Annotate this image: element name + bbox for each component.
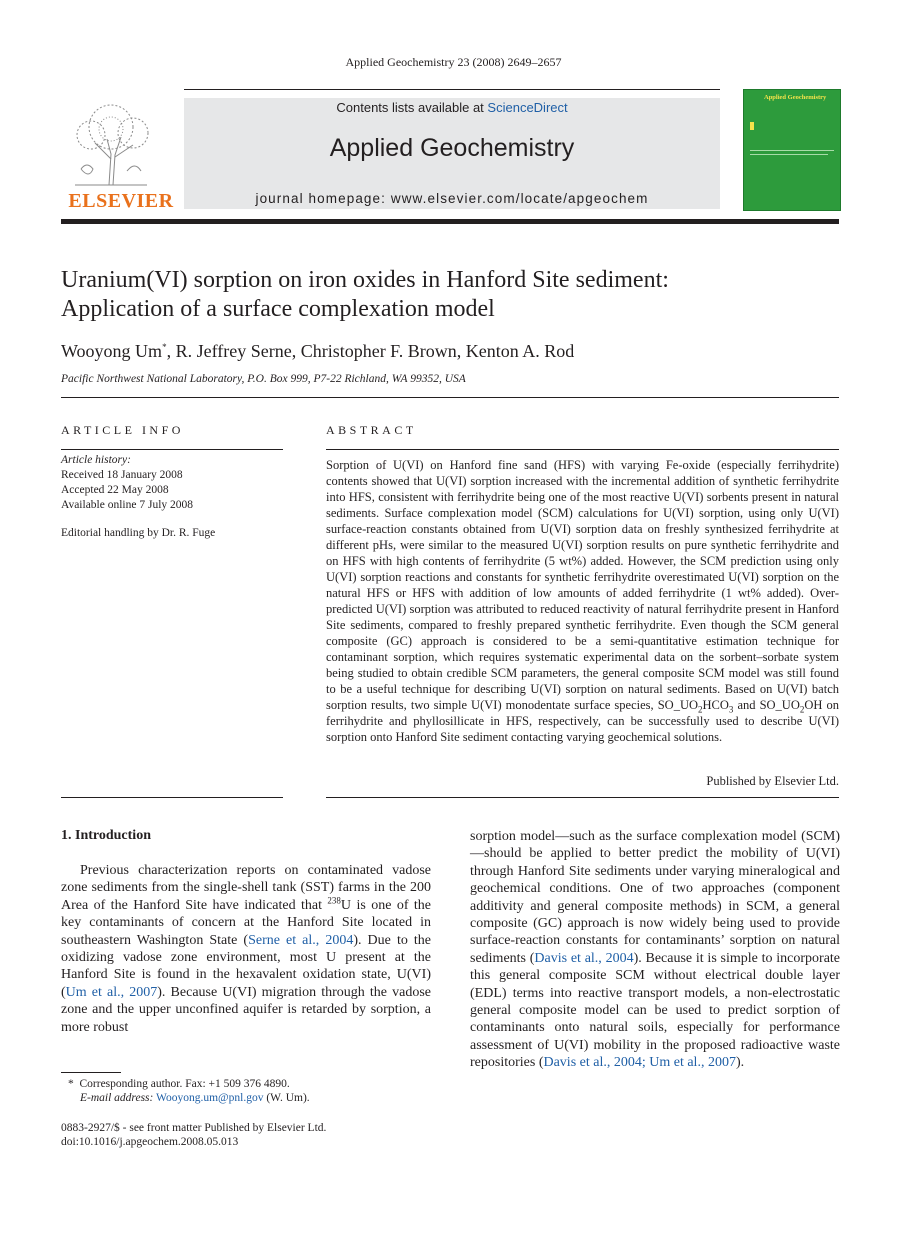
subscript: 2	[698, 704, 703, 715]
introduction-heading: 1. Introduction	[61, 828, 151, 843]
received-date: Received 18 January 2008	[61, 469, 183, 481]
header-thick-rule	[61, 219, 839, 224]
abstract-part: HCO	[702, 698, 729, 712]
article-info-bottom-rule	[61, 797, 283, 798]
abstract-part: and SO_UO	[733, 698, 800, 712]
article-info-heading: ARTICLE INFO	[61, 423, 184, 437]
affiliation: Pacific Northwest National Laboratory, P.O. Box 999, P7-22 Richland, WA 99352, USA	[61, 373, 466, 385]
issn-line: 0883-2927/$ - see front matter Published by Elsevier Ltd.	[61, 1122, 327, 1134]
cover-marker	[750, 122, 754, 130]
abstract-part: OH on ferrihydrite and phyllosillicate in HFS, respectively, can be successfully used to describe U(VI) sorption onto Hanford Site sediment contacting varying geochemical solutions.	[326, 698, 839, 744]
header-top-rule	[184, 89, 720, 90]
reference-link[interactable]: Serne et al., 2004	[248, 932, 354, 948]
elsevier-logo-text: ELSEVIER	[68, 190, 174, 212]
accepted-date: Accepted 22 May 2008	[61, 484, 169, 496]
intro-text: ). Because U(VI) migration through the vadose zone and the upper unconfined aquifer is retarded by sorption, a more robust	[61, 984, 431, 1035]
editorial-handling: Editorial handling by Dr. R. Fuge	[61, 527, 216, 539]
elsevier-tree-logo	[61, 99, 161, 187]
intro-text: U is one of the key contaminants of concern at the Hanford Site located in southeastern Washington State (	[61, 897, 431, 948]
online-date: Available online 7 July 2008	[61, 499, 194, 511]
intro-text: Previous characterization reports on contaminated vadose zone sediments from the single-shell tank (SST) farms in the 200 Area of the Hanford Site have indicated that	[61, 863, 431, 913]
email-label: E-mail address:	[80, 1092, 154, 1104]
reference-link[interactable]: Davis et al., 2004	[534, 950, 634, 966]
subscript: 3	[728, 704, 734, 715]
superscript: 238	[327, 895, 341, 906]
cover-line	[750, 154, 828, 155]
article-title-line1: Uranium(VI) sorption on iron oxides in Hanford Site sediment:	[61, 267, 669, 293]
journal-homepage[interactable]: journal homepage: www.elsevier.com/locate/apgeochem	[255, 191, 649, 206]
reference-link[interactable]: Um et al., 2007	[65, 984, 158, 1000]
footnote-rule	[61, 1072, 121, 1073]
email-footnote	[80, 1091, 310, 1105]
footnote-mark: *	[68, 1078, 74, 1090]
sciencedirect-link[interactable]: ScienceDirect	[487, 100, 568, 115]
intro-text: ).	[735, 1055, 745, 1071]
doi-line[interactable]: doi:10.1016/j.apgeochem.2008.05.013	[61, 1136, 239, 1148]
cover-title: Applied Geochemistry	[764, 94, 827, 101]
abstract-rule	[326, 449, 839, 450]
abstract-text	[326, 457, 839, 745]
intro-text: ). Due to the oxidizing vadose zone environment, most U present at the Hanford Site is found in the hexavalent oxidation state, U(VI) (	[61, 932, 431, 1000]
intro-left-column	[61, 862, 431, 1036]
reference-link[interactable]: Davis et al., 2004; Um et al., 2007	[543, 1055, 736, 1071]
corresponding-footnote	[68, 1077, 290, 1091]
abstract-part: Sorption of U(VI) on Hanford fine sand (HFS) with varying Fe-oxide (especially ferrihydrite) contents showed that U(VI) sorption increased with the incremental addition of synthetic ferrihydrite into HFS, consistent with ferrihydrite being one of the most reactive U(VI) sorbents present in natural sediments. Surface complexation model (SCM) calculations for U(VI) sorption, using only U(VI) surface-reaction constants obtained from U(VI) sorption data on freshly synthesized ferrihydrite at different pHs, were similar to the measured U(VI) sorption results on pure synthetic ferrihydrite and on HFS with high contents of ferrihydrite (5 wt%) added. However, the SCM prediction using only U(VI) sorption reactions and constants for synthetic ferrihydrite overestimated U(VI) sorption on the natural HFS or HFS with addition of low amounts of added ferrihydrite (1 wt% added). Over-predicted U(VI) sorption was attributed to reduced reactivity of natural ferrihydrite present in Hanford Site sediments, compared to freshly prepared synthetic ferrihydrite. Even though the SCM general composite (GC) approach is considered to be a semi-quantitative estimation technique for contaminant sorption, which requires systematic experimental data on the sorbent–sorbate system being studied to obtain credible SCM parameters, the general composite SCM model was still found to be a useful technique for describing U(VI) sorption on natural sediments. Based on U(VI) batch sorption results, two simple U(VI) monodentate surface species, SO_UO	[326, 458, 839, 712]
email-suffix: (W. Um).	[263, 1092, 310, 1104]
article-info-rule	[61, 449, 283, 450]
abstract-bottom-rule	[326, 797, 839, 798]
journal-cover-thumbnail	[743, 89, 841, 211]
author-list	[61, 341, 574, 362]
contents-lists	[184, 100, 720, 115]
published-by: Published by Elsevier Ltd.	[706, 774, 839, 788]
abstract-heading: ABSTRACT	[326, 423, 417, 437]
history-label: Article history:	[61, 454, 131, 466]
intro-text: sorption model—such as the surface complexation model (SCM)—should be applied to better predict the mobility of U(VI) through Hanford Site sediments under varying mineralogical and geochemical conditions. One of two approaches (component additivity and general composite methods) in SCM, a general composite (GC) approach is now widely being used to provide surface-reaction constants for contaminants’ sorption on natural sediments (	[470, 829, 840, 966]
article-history	[61, 453, 283, 513]
corresponding-author[interactable]: Wooyong Um	[61, 341, 163, 361]
subscript: 2	[799, 704, 805, 715]
journal-citation: Applied Geochemistry 23 (2008) 2649–2657	[345, 55, 562, 69]
article-title-line2: Application of a surface complexation model	[61, 296, 495, 322]
intro-text: ). Because it is simple to incorporate this general composite SCM without electrical double layer (EDL) terms into reactive transport models, a non-electrostatic general composite model can be used to predict sorption of contaminants onto natural soils, especially for performance assessment of U(VI) mobility in the proposed radioactive waste repositories (	[470, 950, 841, 1071]
corresponding-mark[interactable]: *	[162, 342, 167, 352]
corresponding-fax: Corresponding author. Fax: +1 509 376 4890.	[79, 1078, 290, 1090]
email-link[interactable]: Wooyong.um@pnl.gov	[156, 1092, 264, 1104]
coauthors: , R. Jeffrey Serne, Christopher F. Brown, Kenton A. Rod	[166, 341, 575, 361]
cover-line	[750, 150, 834, 151]
contents-prefix: Contents lists available at	[336, 100, 484, 115]
section-rule	[61, 397, 839, 398]
intro-right-column	[470, 828, 840, 1072]
article-title	[61, 266, 841, 324]
journal-title: Applied Geochemistry	[329, 134, 575, 162]
